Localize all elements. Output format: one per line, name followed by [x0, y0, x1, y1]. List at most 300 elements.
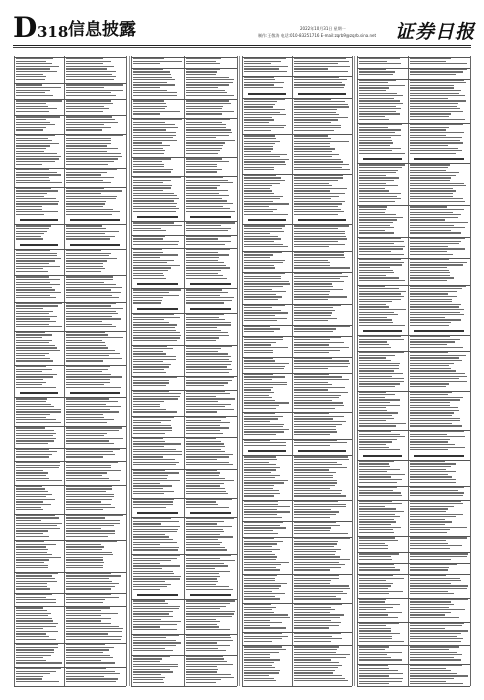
text-line [359, 270, 393, 271]
text-line [186, 230, 228, 231]
text-line [294, 525, 340, 526]
text-line [186, 523, 217, 524]
text-line [294, 402, 343, 403]
table-heading-bar [70, 219, 120, 221]
text-line [294, 620, 331, 621]
text-line [186, 401, 218, 402]
text-line [133, 677, 165, 678]
text-line [359, 399, 400, 400]
text-line [244, 294, 276, 295]
text-line [244, 167, 274, 168]
text-line [294, 283, 332, 284]
text-line [66, 573, 111, 574]
text-line [359, 225, 390, 226]
text-line [359, 100, 400, 101]
table-heading-bar [298, 93, 346, 95]
text-line [244, 649, 286, 650]
text-line [133, 95, 177, 96]
text-line [186, 369, 232, 370]
text-line [16, 71, 57, 72]
text-line [294, 607, 331, 608]
text-line [359, 227, 394, 228]
table-border [126, 56, 127, 686]
text-line [410, 614, 445, 615]
text-line [359, 469, 400, 470]
text-line [66, 562, 104, 563]
text-line [359, 196, 397, 197]
text-line [410, 198, 463, 199]
text-line [186, 613, 234, 614]
text-line [244, 445, 286, 446]
text-line [359, 172, 396, 173]
text-line [133, 77, 172, 78]
text-line [244, 185, 272, 186]
text-line [186, 314, 224, 315]
text-line [186, 119, 230, 120]
text-line [294, 154, 339, 155]
text-line [133, 438, 163, 439]
text-line [359, 355, 395, 356]
text-line [133, 69, 163, 70]
text-line [410, 418, 460, 419]
text-line [244, 198, 280, 199]
text-line [133, 153, 164, 154]
text-line [410, 275, 450, 276]
text-line [294, 617, 340, 618]
text-line [410, 628, 445, 629]
text-line [186, 270, 221, 271]
text-line [410, 113, 451, 114]
text-line [133, 480, 180, 481]
text-line [359, 524, 391, 525]
text-line [244, 156, 280, 157]
text-line [186, 366, 227, 367]
text-line [359, 564, 394, 565]
text-line [16, 406, 54, 407]
text-line [16, 618, 52, 619]
text-line [66, 449, 120, 450]
text-line [359, 425, 396, 426]
text-line [359, 588, 388, 589]
text-line [294, 672, 333, 673]
text-line [244, 418, 278, 419]
text-line [410, 476, 452, 477]
text-line [133, 581, 165, 582]
text-line [66, 384, 104, 385]
text-line [244, 395, 269, 396]
text-line [66, 350, 115, 351]
text-line [16, 588, 50, 589]
text-line [410, 675, 468, 676]
text-line [359, 80, 396, 81]
text-line [359, 277, 399, 278]
text-line [294, 389, 328, 390]
text-line [186, 529, 223, 530]
text-line [133, 132, 176, 133]
text-line [359, 291, 406, 292]
text-line [186, 292, 228, 293]
text-line [16, 480, 62, 481]
text-line [294, 506, 346, 507]
text-line [410, 164, 450, 165]
text-line [410, 319, 461, 320]
text-line [244, 244, 283, 245]
text-line [359, 150, 392, 151]
text-line [410, 270, 449, 271]
text-line [66, 451, 113, 452]
date-line: 2022年10月31日 星期一 [300, 26, 346, 31]
text-line [359, 127, 388, 128]
text-line [359, 553, 399, 554]
text-line [294, 214, 338, 215]
text-line [133, 499, 174, 500]
text-line [16, 161, 55, 162]
text-line [359, 441, 392, 442]
text-line [133, 427, 172, 428]
text-line [66, 313, 118, 314]
text-line [410, 288, 462, 289]
text-line [186, 198, 222, 199]
text-line [16, 404, 51, 405]
text-line [359, 683, 389, 684]
text-line [186, 396, 216, 397]
text-line [244, 101, 277, 102]
text-line [133, 600, 165, 601]
text-line [410, 145, 448, 146]
text-line [133, 222, 174, 223]
text-line [16, 311, 53, 312]
text-line [294, 130, 334, 131]
text-line [133, 642, 181, 643]
text-line [16, 326, 62, 327]
text-line [66, 58, 103, 59]
text-line [133, 656, 170, 657]
text-line [359, 280, 405, 281]
text-line [133, 324, 177, 325]
text-line [410, 649, 449, 650]
text-line [244, 424, 284, 425]
text-line [133, 555, 180, 556]
text-line [244, 596, 275, 597]
text-line [186, 682, 216, 683]
text-line [133, 391, 169, 392]
text-line [66, 401, 118, 402]
text-line [16, 279, 60, 280]
text-line [410, 410, 459, 411]
text-line [410, 527, 467, 528]
text-line [133, 180, 171, 181]
text-line [186, 483, 224, 484]
text-line [359, 106, 396, 107]
text-line [359, 503, 402, 504]
text-line [186, 297, 234, 298]
text-line [244, 551, 272, 552]
text-line [66, 190, 122, 191]
text-line [16, 599, 56, 600]
text-line [66, 552, 112, 553]
text-line [186, 372, 229, 373]
text-line [186, 113, 222, 114]
text-line [244, 431, 284, 432]
text-line [244, 87, 283, 88]
text-line [244, 475, 280, 476]
text-line [294, 467, 347, 468]
text-line [16, 345, 55, 346]
text-line [244, 620, 270, 621]
text-line [294, 246, 329, 247]
text-line [410, 355, 466, 356]
text-line [133, 518, 171, 519]
text-line [410, 521, 452, 522]
text-line [410, 251, 447, 252]
text-line [66, 172, 107, 173]
text-line [186, 180, 228, 181]
table-row-rule [131, 686, 237, 687]
text-line [16, 143, 59, 144]
text-line [66, 231, 119, 232]
text-line [244, 260, 285, 261]
text-line [16, 647, 58, 648]
text-line [359, 232, 394, 233]
text-line [294, 533, 348, 534]
text-line [244, 472, 271, 473]
text-line [410, 447, 465, 448]
text-line [244, 591, 272, 592]
text-line [16, 206, 42, 207]
text-line [244, 99, 285, 100]
text-line [410, 201, 465, 202]
text-line [16, 544, 56, 545]
text-line [186, 645, 230, 646]
text-line [186, 534, 220, 535]
text-line [16, 671, 56, 672]
text-line [186, 361, 232, 362]
text-line [16, 488, 45, 489]
text-line [294, 490, 342, 491]
text-line [244, 305, 285, 306]
text-line [410, 148, 458, 149]
text-line [244, 442, 286, 443]
text-line [186, 142, 225, 143]
text-line [294, 201, 345, 202]
text-line [16, 554, 52, 555]
text-line [186, 206, 223, 207]
text-line [410, 425, 462, 426]
text-line [244, 276, 281, 277]
text-line [410, 132, 464, 133]
text-line [244, 119, 274, 120]
text-line [186, 300, 232, 301]
text-line [410, 368, 451, 369]
text-line [359, 190, 389, 191]
text-line [133, 254, 178, 255]
text-line [294, 418, 333, 419]
text-line [16, 456, 49, 457]
text-line [244, 506, 290, 507]
text-line [186, 666, 217, 667]
text-line [359, 612, 402, 613]
text-line [16, 211, 58, 212]
text-line [66, 379, 110, 380]
text-line [410, 127, 449, 128]
text-line [66, 414, 103, 415]
text-line [186, 669, 218, 670]
text-line [66, 575, 121, 576]
text-line [410, 341, 455, 342]
text-line [294, 445, 330, 446]
text-line [294, 475, 333, 476]
text-line [359, 296, 404, 297]
text-line [133, 441, 165, 442]
text-line [66, 196, 117, 197]
text-line [410, 296, 457, 297]
text-line [186, 565, 228, 566]
text-line [294, 141, 349, 142]
text-line [359, 129, 401, 130]
text-line [186, 103, 231, 104]
text-line [294, 397, 339, 398]
text-line [66, 182, 111, 183]
text-line [294, 347, 349, 348]
text-line [410, 272, 450, 273]
text-line [16, 360, 53, 361]
text-line [66, 618, 111, 619]
text-line [66, 236, 115, 237]
text-line [66, 382, 110, 383]
text-line [294, 66, 350, 67]
text-line [16, 164, 42, 165]
text-line [410, 293, 448, 294]
text-line [16, 594, 52, 595]
text-line [244, 477, 275, 478]
text-line [244, 501, 278, 502]
text-line [186, 222, 235, 223]
text-line [294, 517, 330, 518]
text-line [294, 462, 337, 463]
text-line [244, 283, 290, 284]
text-line [294, 273, 342, 274]
text-line [359, 514, 395, 515]
text-line [133, 385, 166, 386]
text-line [133, 544, 160, 545]
text-line [133, 297, 163, 298]
table-heading-bar [190, 216, 231, 218]
text-line [410, 209, 464, 210]
text-line [66, 284, 116, 285]
text-line [410, 508, 448, 509]
text-line [186, 488, 225, 489]
text-line [244, 61, 281, 62]
text-line [294, 281, 344, 282]
page-number: 318 [37, 23, 69, 41]
text-line [410, 322, 451, 323]
text-line [410, 80, 464, 81]
text-line [410, 439, 450, 440]
text-line [66, 633, 108, 634]
header-rule [13, 45, 471, 46]
text-line [66, 501, 101, 502]
text-line [410, 593, 454, 594]
text-line [410, 578, 460, 579]
text-line [294, 588, 350, 589]
text-line [294, 530, 330, 531]
text-line [16, 676, 43, 677]
text-line [359, 135, 401, 136]
text-line [186, 526, 232, 527]
text-line [133, 79, 175, 80]
text-line [16, 282, 50, 283]
text-line [359, 439, 397, 440]
text-line [294, 252, 344, 253]
text-line [186, 472, 220, 473]
text-line [244, 374, 273, 375]
text-line [66, 119, 115, 120]
text-line [410, 646, 459, 647]
text-line [244, 326, 270, 327]
text-line [186, 145, 223, 146]
text-line [133, 547, 179, 548]
text-line [66, 225, 102, 226]
text-line [66, 188, 104, 189]
text-line [244, 318, 287, 319]
text-line [359, 61, 387, 62]
text-line [359, 476, 391, 477]
contact-line: 制作:王敬涛 电话:010-83251716 E-mail:zqrb9@zqrb.sina.net [258, 33, 377, 38]
text-line [359, 654, 387, 655]
text-line [16, 494, 52, 495]
text-line [16, 478, 49, 479]
text-line [359, 119, 389, 120]
text-line [133, 92, 177, 93]
text-line [66, 156, 122, 157]
text-line [186, 140, 235, 141]
text-line [294, 472, 336, 473]
text-line [16, 520, 41, 521]
text-line [133, 244, 178, 245]
text-line [294, 236, 346, 237]
text-line [133, 470, 165, 471]
text-line [133, 361, 163, 362]
text-line [186, 208, 230, 209]
text-line [244, 310, 281, 311]
text-line [244, 281, 289, 282]
text-line [359, 272, 394, 273]
text-line [359, 113, 400, 114]
table-heading-bar [190, 308, 231, 310]
text-line [66, 177, 114, 178]
text-line [66, 427, 122, 428]
text-line [244, 670, 280, 671]
text-line [294, 405, 344, 406]
text-line [66, 297, 119, 298]
text-line [410, 188, 453, 189]
text-line [410, 623, 464, 624]
text-line [359, 529, 393, 530]
text-line [359, 556, 391, 557]
text-line [359, 193, 401, 194]
text-line [294, 267, 350, 268]
text-line [359, 641, 404, 642]
table-heading-bar [363, 158, 402, 160]
text-line [133, 87, 160, 88]
text-line [133, 335, 181, 336]
text-line [186, 295, 220, 296]
text-line [186, 124, 226, 125]
text-line [359, 275, 386, 276]
text-line [244, 196, 283, 197]
text-line [244, 360, 275, 361]
text-line [16, 129, 43, 130]
